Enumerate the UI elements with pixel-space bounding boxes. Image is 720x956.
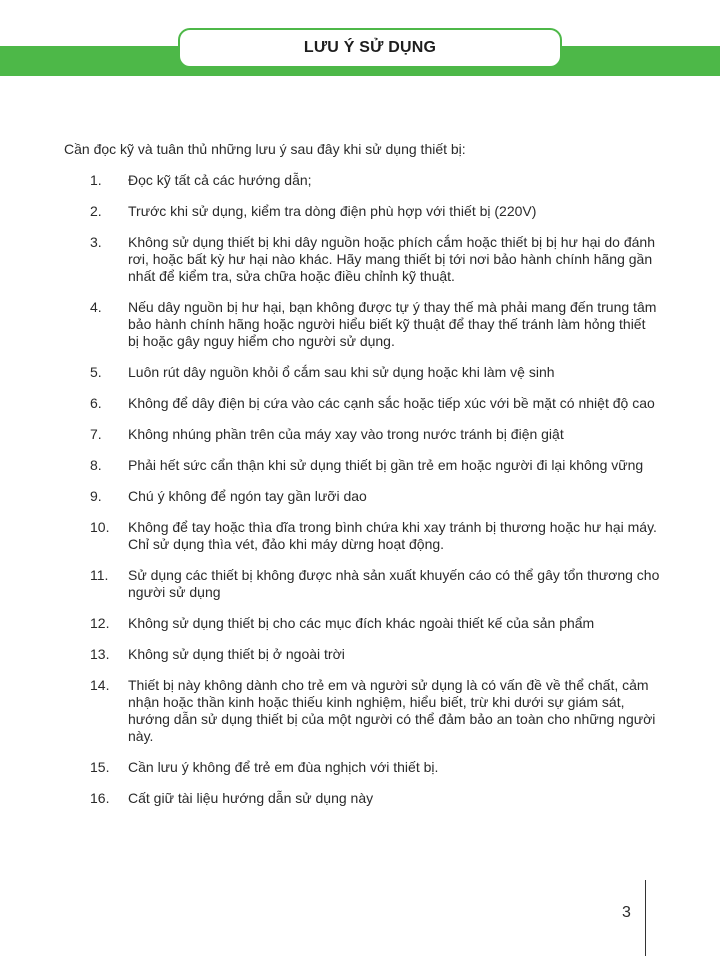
item-number: 1. bbox=[90, 172, 102, 188]
item-text: Thiết bị này không dành cho trẻ em và người sử dụng là có vấn đề về thể chất, cảm nhận hoặc thần kinh hoặc thiếu kinh nghiệm, hiểu biết, trừ khi dưới sự giám sát, hướng dẫn sử dụng thiết bị của một người có thể đảm bảo an toàn cho những người này. bbox=[128, 677, 656, 744]
item-number: 14. bbox=[90, 677, 110, 693]
item-text: Không sử dụng thiết bị khi dây nguồn hoặc phích cắm hoặc thiết bị bị hư hại do đánh rơi, hoặc bất kỳ hư hại nào khác. Hãy mang thiết bị tới nơi bảo hành chính hãng gần nhất để kiểm tra, sửa chữa hoặc điều chỉnh kỹ thuật. bbox=[128, 234, 655, 284]
list-item bbox=[90, 172, 660, 189]
list-item bbox=[90, 395, 660, 412]
intro-text: Cần đọc kỹ và tuân thủ những lưu ý sau đây khi sử dụng thiết bị: bbox=[64, 141, 466, 157]
page-number: 3 bbox=[622, 904, 631, 921]
item-number: 16. bbox=[90, 790, 110, 806]
page-divider-line bbox=[645, 880, 646, 956]
item-number: 5. bbox=[90, 364, 102, 380]
item-number: 10. bbox=[90, 519, 110, 535]
item-text: Không để dây điện bị cứa vào các cạnh sắc hoặc tiếp xúc với bề mặt có nhiệt độ cao bbox=[128, 395, 655, 411]
item-text: Phải hết sức cẩn thận khi sử dụng thiết bị gần trẻ em hoặc người đi lại không vững bbox=[128, 457, 644, 473]
page-title: LƯU Ý SỬ DỤNG bbox=[303, 39, 437, 56]
item-text: Không nhúng phần trên của máy xay vào trong nước tránh bị điện giật bbox=[128, 426, 564, 442]
item-text: Không sử dụng thiết bị ở ngoài trời bbox=[128, 646, 345, 662]
item-number: 3. bbox=[90, 234, 102, 250]
list-item bbox=[90, 677, 660, 745]
list-item bbox=[90, 203, 660, 220]
list-item bbox=[90, 364, 660, 381]
item-number: 7. bbox=[90, 426, 102, 442]
safety-notes-list bbox=[90, 172, 660, 807]
item-text: Sử dụng các thiết bị không được nhà sản xuất khuyến cáo có thể gây tổn thương cho người sử dụng bbox=[128, 567, 660, 600]
item-number: 8. bbox=[90, 457, 102, 473]
list-item bbox=[90, 488, 660, 505]
list-item bbox=[90, 457, 660, 474]
item-number: 6. bbox=[90, 395, 102, 411]
item-number: 9. bbox=[90, 488, 102, 504]
item-text: Đọc kỹ tất cả các hướng dẫn; bbox=[128, 172, 312, 188]
item-number: 13. bbox=[90, 646, 110, 662]
list-item bbox=[90, 299, 660, 350]
item-text: Luôn rút dây nguồn khỏi ổ cắm sau khi sử dụng hoặc khi làm vệ sinh bbox=[128, 364, 555, 380]
item-number: 11. bbox=[90, 567, 109, 583]
list-item bbox=[90, 519, 660, 553]
item-number: 2. bbox=[90, 203, 102, 219]
item-number: 15. bbox=[90, 759, 110, 775]
list-item bbox=[90, 646, 660, 663]
item-text: Cất giữ tài liệu hướng dẫn sử dụng này bbox=[128, 790, 374, 806]
item-number: 12. bbox=[90, 615, 110, 631]
item-text: Nếu dây nguồn bị hư hại, bạn không được tự ý thay thế mà phải mang đến trung tâm bảo hành chính hãng hoặc người hiểu biết kỹ thuật để thay thế tránh làm hỏng thiết bị hoặc gây nguy hiểm cho người sử dụng. bbox=[128, 299, 657, 349]
item-text: Trước khi sử dụng, kiểm tra dòng điện phù hợp với thiết bị (220V) bbox=[128, 203, 537, 219]
item-text: Cần lưu ý không để trẻ em đùa nghịch với thiết bị. bbox=[128, 759, 439, 775]
item-text: Chú ý không để ngón tay gần lưỡi dao bbox=[128, 488, 367, 504]
title-tab bbox=[178, 28, 562, 68]
item-number: 4. bbox=[90, 299, 102, 315]
list-item bbox=[90, 567, 660, 601]
list-item bbox=[90, 426, 660, 443]
list-item bbox=[90, 790, 660, 807]
list-item bbox=[90, 234, 660, 285]
item-text: Không sử dụng thiết bị cho các mục đích khác ngoài thiết kế của sản phẩm bbox=[128, 615, 595, 631]
item-text: Không để tay hoặc thìa dĩa trong bình chứa khi xay tránh bị thương hoặc hư hại máy. Chỉ sử dụng thìa vét, đảo khi máy dừng hoạt động. bbox=[128, 519, 657, 552]
list-item bbox=[90, 759, 660, 776]
list-item bbox=[90, 615, 660, 632]
